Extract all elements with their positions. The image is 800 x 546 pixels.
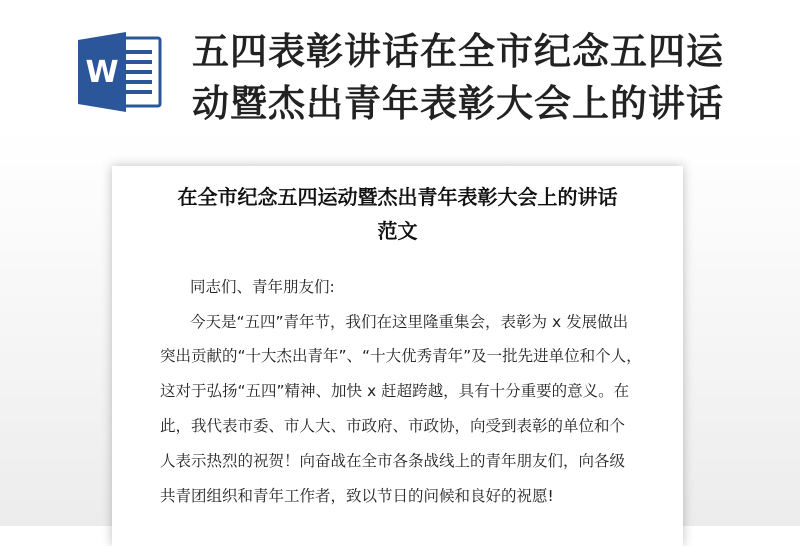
text-line: 共青团组织和青年工作者，致以节日的问候和良好的祝愿! xyxy=(160,487,554,505)
text-line: 这对于弘扬“五四”精神、加快 x 赶超跨越，具有十分重要的意义。在 xyxy=(160,382,630,400)
document-page xyxy=(112,166,683,546)
text-line: 今天是“五四”青年节，我们在这里隆重集会，表彰为 x 发展做出 xyxy=(190,313,629,331)
document-title: 在全市纪念五四运动暨杰出青年表彰大会上的讲话 范文 xyxy=(177,185,618,243)
word-document-icon xyxy=(76,32,164,112)
word-icon-letter: W xyxy=(85,55,119,90)
text-line: 突出贡献的“十大杰出青年”、“十大优秀青年”及一批先进单位和个人， xyxy=(160,347,642,365)
page-title: 五四表彰讲话在全市纪念五四运 动暨杰出青年表彰大会上的讲话 xyxy=(192,30,724,125)
text-line: 此，我代表市委、市人大、市政府、市政协，向受到表彰的单位和个 xyxy=(160,417,626,435)
text-line: 人表示热烈的祝贺！向奋战在全市各条战线上的青年朋友们，向各级 xyxy=(160,452,626,470)
text-line: 同志们、青年朋友们: xyxy=(190,278,335,296)
